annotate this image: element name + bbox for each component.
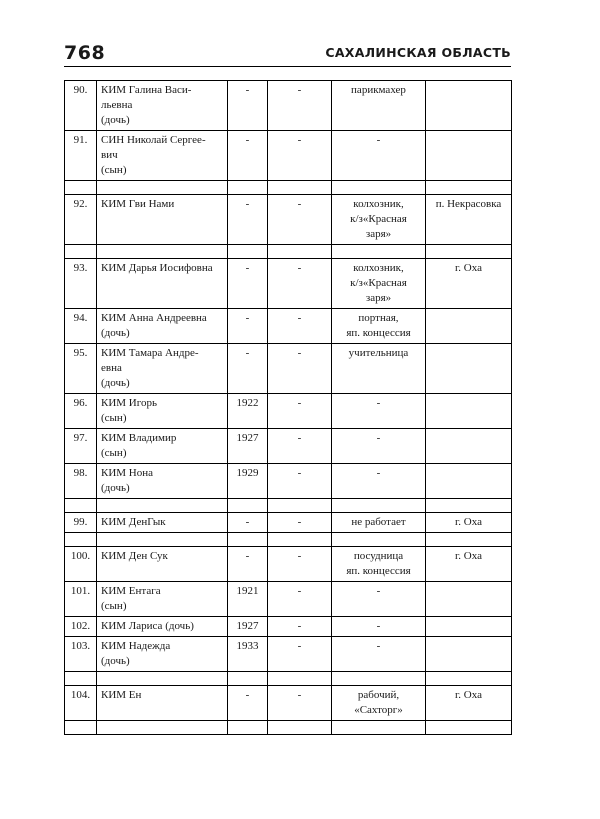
entry-number-cell-text: 101. (70, 585, 91, 597)
location-cell-text: г. Оха (455, 550, 482, 562)
column-b-cell (268, 617, 332, 637)
empty-cell (332, 672, 426, 686)
column-b-cell (268, 259, 332, 309)
spacer-row (65, 181, 512, 195)
location-cell (426, 547, 512, 582)
occupation-cell (332, 344, 426, 394)
occupation-cell-text: парикмахер (351, 84, 406, 96)
table-row (65, 131, 512, 181)
empty-cell (426, 721, 512, 735)
occupation-cell (332, 582, 426, 617)
table-row (65, 547, 512, 582)
birth-year-cell-text: 1933 (236, 640, 259, 652)
entry-number-cell-text: 104. (70, 689, 91, 701)
column-b-cell-text: - (297, 347, 302, 359)
column-b-cell (268, 195, 332, 245)
column-b-cell-text: - (297, 84, 302, 96)
birth-year-cell-text: - (245, 550, 250, 562)
table-row (65, 513, 512, 533)
occupation-cell (332, 547, 426, 582)
person-name-cell-text: КИМ Нона (дочь) (101, 467, 154, 494)
column-b-cell-text: - (297, 262, 302, 274)
location-cell (426, 81, 512, 131)
entry-number-cell (65, 195, 97, 245)
person-name-cell (97, 547, 228, 582)
table-row (65, 637, 512, 672)
person-name-cell (97, 195, 228, 245)
occupation-cell (332, 617, 426, 637)
birth-year-cell (228, 394, 268, 429)
birth-year-cell (228, 464, 268, 499)
empty-cell (426, 533, 512, 547)
entry-number-cell-text: 92. (73, 198, 88, 210)
entry-number-cell (65, 513, 97, 533)
person-name-cell-text: КИМ Надежда (дочь) (101, 640, 171, 667)
person-name-cell-text: КИМ ДенГык (101, 516, 166, 528)
person-name-cell-text: КИМ Ен (101, 689, 142, 701)
location-cell-text: п. Некрасовка (435, 198, 502, 210)
occupation-cell (332, 513, 426, 533)
occupation-cell-text: колхозник, к/з«Красная заря» (350, 198, 407, 240)
location-cell (426, 131, 512, 181)
persons-table (64, 80, 512, 735)
birth-year-cell (228, 195, 268, 245)
entry-number-cell-text: 93. (73, 262, 88, 274)
column-b-cell-text: - (297, 585, 302, 597)
person-name-cell-text: КИМ Лариса (дочь) (101, 620, 194, 632)
entry-number-cell-text: 102. (70, 620, 91, 632)
column-b-cell (268, 429, 332, 464)
empty-cell (228, 181, 268, 195)
spacer-row (65, 245, 512, 259)
empty-cell (228, 672, 268, 686)
birth-year-cell-text: - (245, 312, 250, 324)
occupation-cell-text: посудница яп. концессия (346, 550, 411, 577)
entry-number-cell (65, 309, 97, 344)
empty-cell (268, 245, 332, 259)
person-name-cell-text: СИН Николай Сергее- вич (сын) (101, 134, 206, 176)
location-cell (426, 637, 512, 672)
person-name-cell-text: КИМ Анна Андреевна (дочь) (101, 312, 207, 339)
occupation-cell (332, 637, 426, 672)
entry-number-cell (65, 81, 97, 131)
column-b-cell-text: - (297, 134, 302, 146)
person-name-cell-text: КИМ Ентага (сын) (101, 585, 161, 612)
person-name-cell-text: КИМ Дарья Иосифовна (101, 262, 213, 274)
table-row (65, 81, 512, 131)
person-name-cell (97, 582, 228, 617)
occupation-cell (332, 464, 426, 499)
occupation-cell (332, 309, 426, 344)
person-name-cell (97, 131, 228, 181)
empty-cell (228, 499, 268, 513)
location-cell-text: г. Оха (455, 689, 482, 701)
location-cell-text: г. Оха (455, 516, 482, 528)
occupation-cell (332, 686, 426, 721)
empty-cell (268, 499, 332, 513)
empty-cell (426, 245, 512, 259)
location-cell (426, 582, 512, 617)
birth-year-cell-text: - (245, 262, 250, 274)
person-name-cell (97, 394, 228, 429)
column-b-cell (268, 513, 332, 533)
occupation-cell-text: - (376, 585, 381, 597)
birth-year-cell (228, 617, 268, 637)
occupation-cell (332, 131, 426, 181)
entry-number-cell (65, 686, 97, 721)
location-cell (426, 513, 512, 533)
column-b-cell-text: - (297, 397, 302, 409)
entry-number-cell (65, 344, 97, 394)
occupation-cell-text: - (376, 134, 381, 146)
table-row (65, 259, 512, 309)
column-b-cell (268, 394, 332, 429)
birth-year-cell (228, 309, 268, 344)
empty-cell (332, 181, 426, 195)
birth-year-cell (228, 344, 268, 394)
person-name-cell (97, 259, 228, 309)
person-name-cell-text: КИМ Ден Сук (101, 550, 168, 562)
location-cell (426, 259, 512, 309)
entry-number-cell (65, 637, 97, 672)
person-name-cell-text: КИМ Гви Нами (101, 198, 175, 210)
column-b-cell-text: - (297, 640, 302, 652)
empty-cell (426, 499, 512, 513)
empty-cell (97, 533, 228, 547)
empty-cell (97, 181, 228, 195)
occupation-cell (332, 81, 426, 131)
birth-year-cell-text: - (245, 689, 250, 701)
column-b-cell (268, 131, 332, 181)
empty-cell (332, 721, 426, 735)
occupation-cell-text: - (376, 432, 381, 444)
person-name-cell (97, 637, 228, 672)
location-cell-text: г. Оха (455, 262, 482, 274)
entry-number-cell-text: 95. (73, 347, 88, 359)
entry-number-cell (65, 547, 97, 582)
location-cell (426, 464, 512, 499)
occupation-cell (332, 195, 426, 245)
empty-cell (268, 181, 332, 195)
location-cell (426, 195, 512, 245)
column-b-cell (268, 547, 332, 582)
column-b-cell-text: - (297, 550, 302, 562)
spacer-row (65, 672, 512, 686)
entry-number-cell-text: 100. (70, 550, 91, 562)
occupation-cell (332, 259, 426, 309)
occupation-cell-text: не работает (351, 516, 406, 528)
empty-cell (65, 245, 97, 259)
table-row (65, 582, 512, 617)
person-name-cell (97, 617, 228, 637)
person-name-cell (97, 513, 228, 533)
birth-year-cell-text: 1927 (236, 620, 259, 632)
occupation-cell-text: - (376, 397, 381, 409)
birth-year-cell (228, 582, 268, 617)
occupation-cell-text: колхозник, к/з«Красная заря» (350, 262, 407, 304)
persons-table-body (65, 81, 512, 735)
birth-year-cell-text: - (245, 347, 250, 359)
entry-number-cell-text: 91. (73, 134, 88, 146)
person-name-cell (97, 429, 228, 464)
birth-year-cell (228, 259, 268, 309)
empty-cell (228, 721, 268, 735)
column-b-cell-text: - (297, 432, 302, 444)
entry-number-cell-text: 96. (73, 397, 88, 409)
table-row (65, 617, 512, 637)
column-b-cell-text: - (297, 312, 302, 324)
empty-cell (65, 721, 97, 735)
entry-number-cell (65, 464, 97, 499)
occupation-cell-text: - (376, 640, 381, 652)
column-b-cell (268, 344, 332, 394)
running-head-title: САХАЛИНСКАЯ ОБЛАСТЬ (325, 45, 511, 60)
column-b-cell-text: - (297, 198, 302, 210)
entry-number-cell-text: 90. (73, 84, 88, 96)
birth-year-cell-text: 1929 (236, 467, 259, 479)
empty-cell (65, 533, 97, 547)
entry-number-cell-text: 97. (73, 432, 88, 444)
table-row (65, 686, 512, 721)
person-name-cell (97, 464, 228, 499)
column-b-cell (268, 464, 332, 499)
occupation-cell-text: портная, яп. концессия (346, 312, 411, 339)
empty-cell (426, 181, 512, 195)
column-b-cell (268, 582, 332, 617)
entry-number-cell (65, 429, 97, 464)
column-b-cell (268, 81, 332, 131)
occupation-cell (332, 394, 426, 429)
person-name-cell (97, 309, 228, 344)
person-name-cell-text: КИМ Игорь (сын) (101, 397, 158, 424)
entry-number-cell (65, 131, 97, 181)
birth-year-cell (228, 81, 268, 131)
empty-cell (97, 721, 228, 735)
birth-year-cell-text: - (245, 84, 250, 96)
birth-year-cell-text: - (245, 516, 250, 528)
empty-cell (228, 533, 268, 547)
column-b-cell (268, 637, 332, 672)
table-row (65, 394, 512, 429)
spacer-row (65, 499, 512, 513)
empty-cell (268, 721, 332, 735)
occupation-cell-text: - (376, 467, 381, 479)
empty-cell (332, 245, 426, 259)
location-cell (426, 429, 512, 464)
entry-number-cell (65, 394, 97, 429)
occupation-cell (332, 429, 426, 464)
birth-year-cell-text: 1922 (236, 397, 259, 409)
birth-year-cell-text: - (245, 134, 250, 146)
entry-number-cell (65, 582, 97, 617)
occupation-cell-text: учительница (348, 347, 409, 359)
empty-cell (97, 672, 228, 686)
location-cell (426, 394, 512, 429)
entry-number-cell-text: 99. (73, 516, 88, 528)
page-header (64, 40, 511, 67)
empty-cell (426, 672, 512, 686)
entry-number-cell (65, 259, 97, 309)
column-b-cell (268, 309, 332, 344)
table-row (65, 464, 512, 499)
empty-cell (268, 672, 332, 686)
spacer-row (65, 533, 512, 547)
entry-number-cell-text: 103. (70, 640, 91, 652)
page-number: 768 (64, 42, 106, 64)
person-name-cell-text: КИМ Тамара Андре- евна (дочь) (101, 347, 199, 389)
spacer-row (65, 721, 512, 735)
location-cell (426, 344, 512, 394)
table-row (65, 309, 512, 344)
birth-year-cell-text: 1927 (236, 432, 259, 444)
column-b-cell-text: - (297, 689, 302, 701)
empty-cell (228, 245, 268, 259)
column-b-cell (268, 686, 332, 721)
birth-year-cell-text: - (245, 198, 250, 210)
occupation-cell-text: - (376, 620, 381, 632)
empty-cell (65, 672, 97, 686)
person-name-cell (97, 81, 228, 131)
birth-year-cell (228, 429, 268, 464)
empty-cell (97, 245, 228, 259)
location-cell (426, 686, 512, 721)
birth-year-cell (228, 637, 268, 672)
birth-year-cell (228, 513, 268, 533)
column-b-cell-text: - (297, 620, 302, 632)
empty-cell (65, 181, 97, 195)
column-b-cell-text: - (297, 467, 302, 479)
birth-year-cell (228, 131, 268, 181)
empty-cell (332, 533, 426, 547)
empty-cell (332, 499, 426, 513)
person-name-cell (97, 344, 228, 394)
table-row (65, 344, 512, 394)
birth-year-cell (228, 686, 268, 721)
occupation-cell-text: рабочий, «Сахторг» (354, 689, 403, 716)
entry-number-cell-text: 94. (73, 312, 88, 324)
entry-number-cell-text: 98. (73, 467, 88, 479)
birth-year-cell (228, 547, 268, 582)
column-b-cell-text: - (297, 516, 302, 528)
empty-cell (268, 533, 332, 547)
table-row (65, 195, 512, 245)
location-cell (426, 309, 512, 344)
empty-cell (65, 499, 97, 513)
empty-cell (97, 499, 228, 513)
birth-year-cell-text: 1921 (236, 585, 259, 597)
table-row (65, 429, 512, 464)
location-cell (426, 617, 512, 637)
person-name-cell (97, 686, 228, 721)
person-name-cell-text: КИМ Галина Васи- льевна (дочь) (101, 84, 192, 126)
entry-number-cell (65, 617, 97, 637)
person-name-cell-text: КИМ Владимир (сын) (101, 432, 177, 459)
